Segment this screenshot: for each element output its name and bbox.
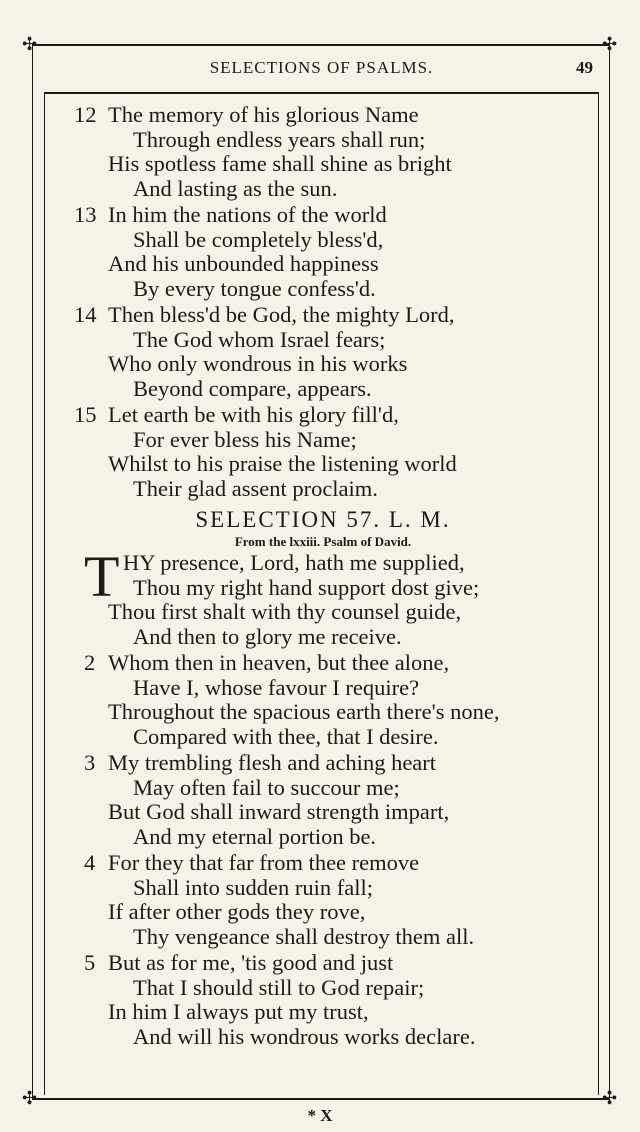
verse-line	[68, 651, 608, 676]
verse-line	[68, 303, 608, 328]
page-title: SELECTIONS OF PSALMS.	[209, 58, 434, 77]
verse-line: And will his wondrous works declare.	[133, 1023, 476, 1049]
verse-line: Their glad assent proclaim.	[133, 475, 378, 501]
verses-top	[68, 103, 608, 501]
verse-line: HY presence, Lord, hath me supplied,	[123, 550, 465, 576]
verse-line: Throughout the spacious earth there's none,	[108, 699, 500, 725]
selection-subtitle: From the lxxiii. Psalm of David.	[234, 534, 412, 550]
verse-line: And lasting as the sun.	[133, 175, 338, 201]
top-border	[32, 44, 610, 46]
verse	[68, 403, 608, 501]
verse-line-text: But as for me, 'tis good and just	[108, 950, 394, 976]
verse-line: But God shall inward strength impart,	[108, 799, 450, 825]
verse-line: Have I, whose favour I require?	[133, 674, 420, 700]
verse-line: Shall be completely bless'd,	[133, 226, 384, 252]
verse	[68, 103, 608, 201]
verse-line: Thou first shalt with thy counsel guide,	[108, 599, 462, 625]
verse-line: By every tongue confess'd.	[133, 275, 376, 301]
bottom-border	[32, 1098, 610, 1100]
corner-ornament-icon: ✣	[602, 1088, 618, 1109]
verse-number: 5	[84, 950, 96, 976]
verse	[68, 951, 608, 1049]
inner-left-border	[44, 92, 45, 1095]
verse-number: 4	[84, 850, 96, 876]
verse-line: Shall into sudden ruin fall;	[133, 874, 373, 900]
psalm-text	[68, 103, 608, 1051]
verse-line	[68, 751, 608, 776]
verse-line	[68, 103, 608, 128]
verse-number: 12	[74, 102, 97, 127]
verse-line	[68, 203, 608, 228]
verse-number: 3	[84, 750, 96, 776]
verse-line: Whilst to his praise the listening world	[108, 451, 457, 477]
verse-number: 2	[84, 650, 96, 676]
verse-line-text: Whom then in heaven, but thee alone,	[108, 650, 450, 676]
left-border	[32, 44, 33, 1099]
verse	[68, 751, 608, 849]
verse-line-text: My trembling flesh and aching heart	[108, 750, 437, 776]
verse-line: His spotless fame shall shine as bright	[108, 151, 452, 177]
verse-line: Beyond compare, appears.	[133, 375, 372, 401]
verse	[68, 651, 608, 749]
verse-line: And my eternal portion be.	[133, 824, 377, 849]
page-header	[44, 58, 599, 84]
verse	[68, 303, 608, 401]
verse-line: And his unbounded happiness	[108, 251, 379, 277]
verse-line	[68, 403, 608, 428]
corner-ornament-icon: ✣	[22, 34, 38, 55]
verse-line: For ever bless his Name;	[133, 426, 357, 452]
verse-line: In him I always put my trust,	[108, 999, 369, 1025]
verse	[68, 203, 608, 301]
verse-line: That I should still to God repair;	[133, 974, 425, 1000]
verse-line: The God whom Israel fears;	[133, 326, 386, 352]
header-rule	[44, 92, 599, 94]
verse-line: Compared with thee, that I desire.	[133, 724, 439, 750]
first-verse	[68, 544, 608, 650]
verse-line-text: For they that far from thee remove	[108, 850, 420, 876]
verse-line: And then to glory me receive.	[133, 624, 402, 650]
verse-line: If after other gods they rove,	[108, 899, 366, 925]
verse-line: Thou my right hand support dost give;	[133, 574, 480, 600]
corner-ornament-icon: ✣	[602, 34, 618, 55]
verse	[68, 851, 608, 949]
verse-line-text: In him the nations of the world	[108, 201, 387, 227]
right-border	[609, 44, 610, 1099]
verse-number: 13	[74, 201, 97, 227]
page-number: 49	[576, 58, 593, 77]
signature-mark: * X	[307, 1106, 333, 1125]
verse-line-text: The memory of his glorious Name	[108, 102, 419, 127]
verses-bottom	[68, 651, 608, 1049]
verse-line	[68, 951, 608, 976]
verse-number: 15	[74, 401, 97, 427]
verse-line: May often fail to succour me;	[133, 774, 400, 800]
verse-line-text: Then bless'd be God, the mighty Lord,	[108, 301, 455, 327]
selection-title: SELECTION 57. L. M.	[195, 507, 451, 533]
corner-ornament-icon: ✣	[22, 1088, 38, 1109]
verse-line	[68, 851, 608, 876]
drop-cap: T	[84, 544, 120, 610]
verse-line-text: Let earth be with his glory fill'd,	[108, 401, 399, 427]
verse-number: 14	[74, 301, 97, 327]
verse-line: Through endless years shall run;	[133, 126, 426, 152]
verse-line: Thy vengeance shall destroy them all.	[133, 923, 475, 949]
verse-line: Who only wondrous in his works	[108, 351, 408, 377]
